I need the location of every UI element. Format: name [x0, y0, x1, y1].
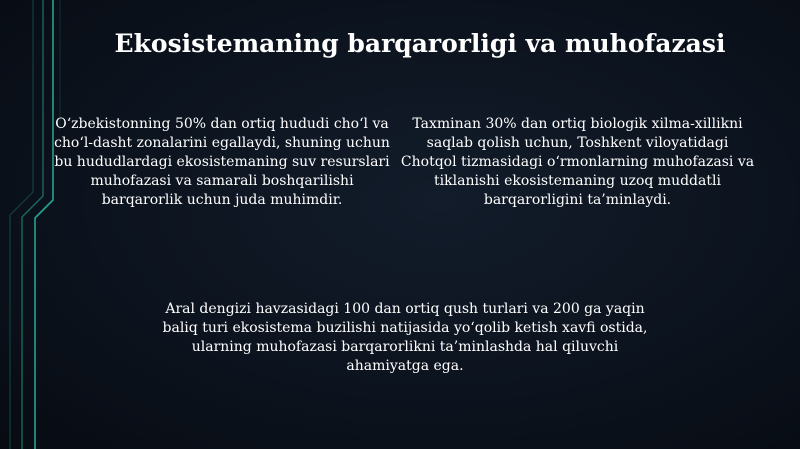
decorative-circuit-lines	[0, 0, 80, 449]
text-block-left: O‘zbekistonning 50% dan ortiq hududi cho‘l va cho‘l-dasht zonalarini egallaydi, shuning uchun bu hududlardagi ekosistemaning suv resurslari muhofazasi va samarali boshqarilishi barqarorlik uchun juda muhimdir.	[54, 116, 390, 208]
slide-title: Ekosistemaning barqarorligi va muhofazasi	[114, 29, 726, 58]
text-block-bottom: Aral dengizi havzasidagi 100 dan ortiq qush turlari va 200 ga yaqin baliq turi ekosistema buzilishi natijasida yo‘qolib ketish xavfi ostida, ularning muhofazasi barqarorlikni ta’minlashda hal qiluvchi ahamiyatga ega.	[162, 301, 648, 374]
text-block-right: Taxminan 30% dan ortiq biologik xilma-xillikni saqlab qolish uchun, Toshkent viloyatidagi Chotqol tizmasidagi o‘rmonlarning muhofazasi va tiklanishi ekosistemaning uzoq muddatli barqarorligini ta’minlaydi.	[400, 116, 755, 208]
